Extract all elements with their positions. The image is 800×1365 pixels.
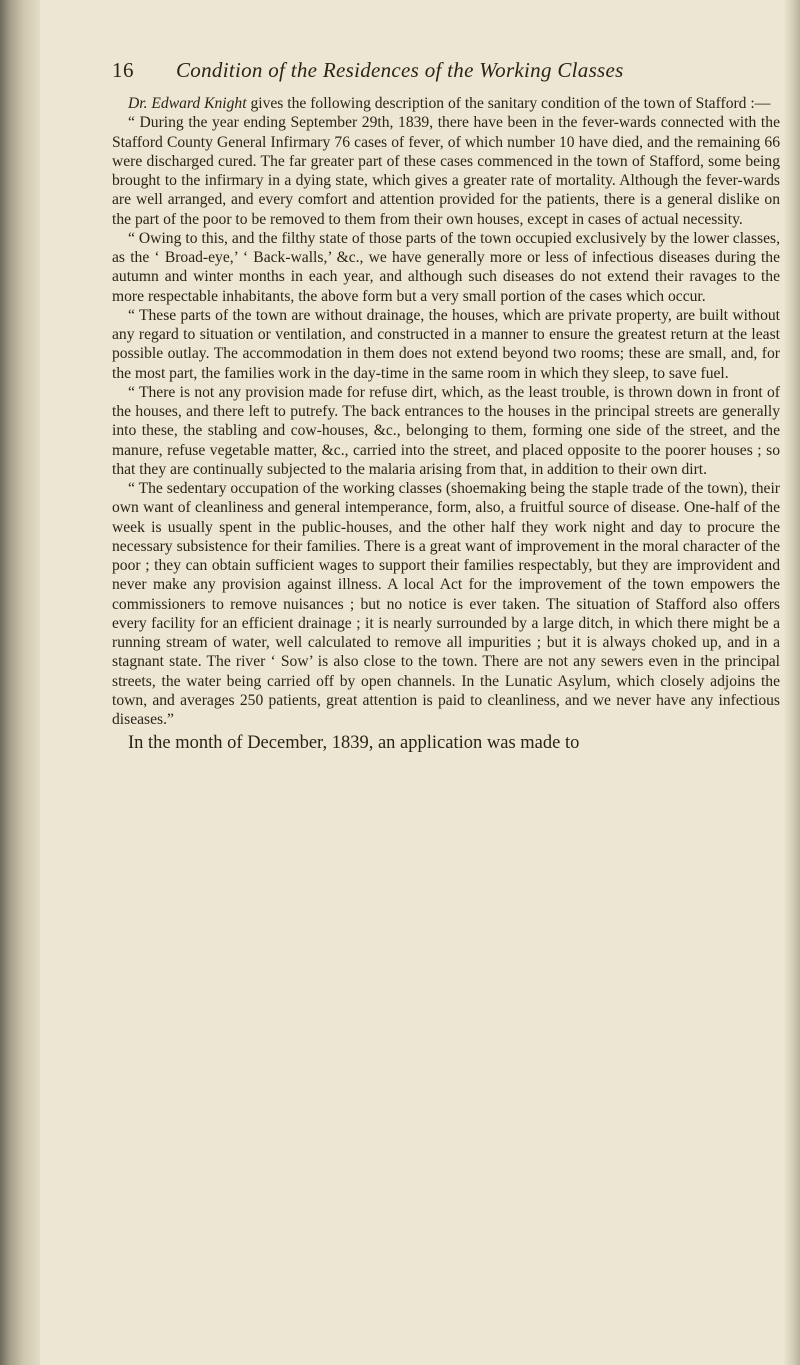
intro-text: gives the following description of the sanitary condition of the town of Stafford :—	[246, 95, 771, 112]
book-spine-shadow	[0, 0, 40, 1365]
closing-line: In the month of December, 1839, an application was made to	[128, 733, 580, 754]
page-header	[112, 58, 780, 94]
body-text	[112, 94, 780, 755]
intro-paragraph	[112, 94, 780, 113]
running-title: Condition of the Residences of the Working Classes	[176, 58, 624, 82]
page-right-edge	[784, 0, 800, 1365]
page-number: 16	[112, 58, 134, 82]
quote-paragraph-1: “ During the year ending September 29th, 1839, there have been in the fever-wards connected with the Stafford County General Infirmary 76 cases of fever, of which number 10 have died, and the remaining 66 were discharged cured. The far greater part of these cases commenced in the town of Stafford, some being brought to the infirmary in a dying state, which gives a greater rate of mortality. Although the fever-wards are well arranged, and every comfort and attention provided for the patients, there is a general dislike on the part of the poor to be removed to them from their own houses, except in cases of actual necessity.	[112, 114, 780, 228]
book-page	[112, 58, 780, 755]
quote-paragraph-4: “ There is not any provision made for refuse dirt, which, as the least trouble, is thrown down in front of the houses, and there left to putrefy. The back entrances to the houses in the principal streets are generally into these, the stabling and cow-houses, &c., belonging to them, forming one side of the street, and the manure, refuse vegetable matter, &c., carried into the street, and placed opposite to the poorer houses ; so that they are continually subjected to the malaria arising from that, in addition to their own dirt.	[112, 383, 780, 478]
author-name: Dr. Edward Knight	[128, 95, 247, 112]
quote-paragraph-3: “ These parts of the town are without drainage, the houses, which are private property, are built without any regard to situation or ventilation, and constructed in a manner to ensure the greatest return at the least possible outlay. The accommodation in them does not extend beyond two rooms; these are small, and, for the most part, the families work in the day-time in the same room in which they sleep, to save fuel.	[112, 306, 780, 382]
quote-paragraph-5: “ The sedentary occupation of the working classes (shoemaking being the staple trade of the town), their own want of cleanliness and general intemperance, form, also, a fruitful source of disease. One-half of the week is usually spent in the public-houses, and the other half they work night and day to procure the necessary subsistence for their families. There is a great want of improvement in the moral character of the poor ; they can obtain sufficient wages to support their families respectably, but they are improvident and never make any provision against illness. A local Act for the improvement of the town empowers the commissioners to remove nuisances ; but no notice is ever taken. The situation of Stafford also offers every facility for an efficient drainage ; it is nearly surrounded by a large ditch, in which there might be a running stream of water, well calculated to remove all impurities ; but it is always choked up, and in a stagnant state. The river ‘ Sow’ is also close to the town. There are not any sewers even in the principal streets, the water being carried off by open channels. In the Lunatic Asylum, which closely adjoins the town, and averages 250 patients, great attention is paid to cleanliness, and we never have any infectious diseases.”	[112, 480, 780, 728]
quote-paragraph-2: “ Owing to this, and the filthy state of those parts of the town occupied exclusively by the lower classes, as the ‘ Broad-eye,’ ‘ Back-walls,’ &c., we have generally more or less of infectious diseases during the autumn and winter months in each year, and although such diseases do not extend their ravages to the more respectable inhabitants, the above form but a very small portion of the cases which occur.	[112, 229, 780, 305]
